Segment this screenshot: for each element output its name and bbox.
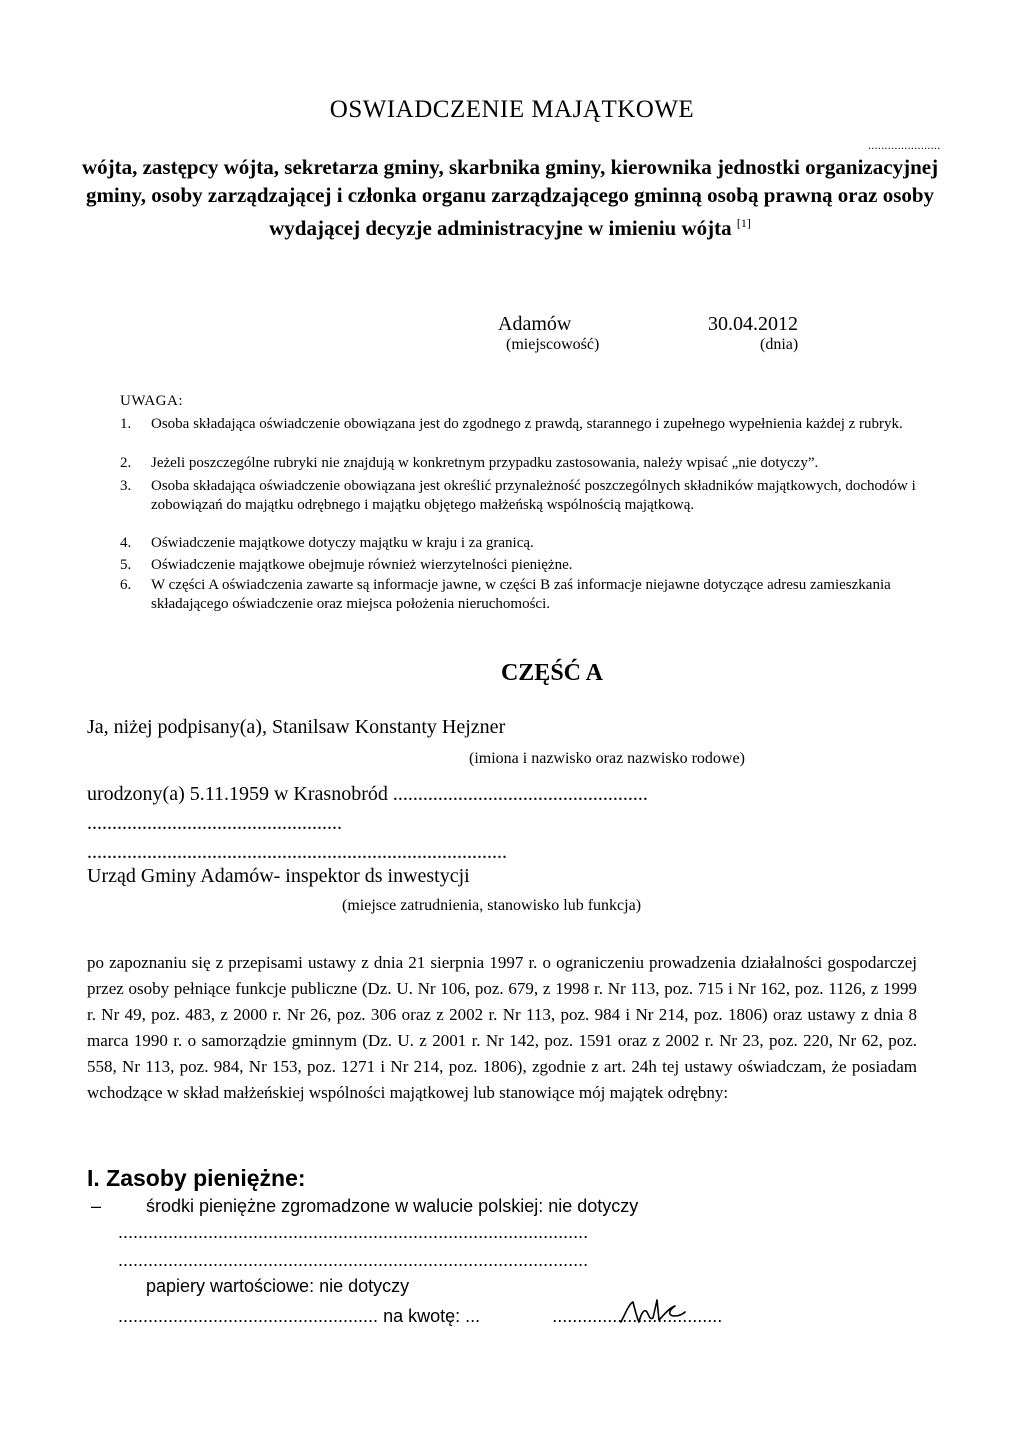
note-text: Oświadczenie majątkowe obejmuje również wierzytelności pieniężne. [151,557,573,573]
note-number: 6. [120,577,132,593]
employment-line: Urząd Gminy Adamów- inspektor ds inwestycji [87,865,470,887]
amount-label: na kwotę: [383,1306,461,1326]
date-value: 30.04.2012 [708,313,798,335]
place-value: Adamów [498,313,572,335]
born-line [87,783,648,806]
blank-dots-line: .............................................................................................. [118,1222,589,1242]
note-number: 2. [120,455,132,471]
subtitle-footnote-ref: [1] [736,216,751,230]
declarant-line: Ja, niżej podpisany(a), Stanilsaw Konstanty Hejzner [87,716,506,738]
note-number: 4. [120,535,132,551]
blank-dots-line: .................................................................................... [87,841,507,863]
cash-line: środki pieniężne zgromadzone w walucie polskiej: nie dotyczy [146,1196,639,1216]
amount-dots-post: .................................. [552,1306,723,1326]
corner-dots: ...................... [868,138,941,152]
date-caption: (dnia) [760,336,799,353]
note-text: Osoba składająca oświadczenie obowiązana jest do zgodnego z prawdą, starannego i zupełnego wypełnienia każdej z rubryk. [151,416,903,432]
note-number: 5. [120,557,132,573]
employment-caption: (miejsce zatrudnienia, stanowisko lub funkcja) [342,897,642,914]
blank-dots-line: .............................................................................................. [118,1250,589,1270]
note-text: Osoba składająca oświadczenie obowiązana jest określić przynależność poszczególnych składników majątkowych, dochodów i zobowiązań do majątku odrębnego i majątku objętego małżeńską wspólnością majątkową. [151,478,916,513]
note-number: 1. [120,416,132,432]
born-text: urodzony(a) 5.11.1959 w Krasnobród [87,783,388,805]
bullet-dash: – [91,1196,102,1216]
subtitle-text: wójta, zastępcy wójta, sekretarza gminy, skarbnika gminy, kierownika jednostki organizacyjnej gminy, osoby zarządzającej i członka organu zarządzającego gminną osobą prawną oraz osoby wydającej decyzje administracyjne w imieniu wójta [81,155,939,240]
note-text: Oświadczenie majątkowe dotyczy majątku w kraju i za granicą. [151,535,534,551]
note-number: 3. [120,478,132,494]
note-text: Jeżeli poszczególne rubryki nie znajdują w konkretnym przypadku zastosowania, należy wpisać „nie dotyczy”. [151,455,819,471]
document-title: OSWIADCZENIE MAJĄTKOWE [329,96,695,123]
blank-dots-line: ................................................... [87,812,342,834]
born-dots: ................................................... [392,783,648,805]
place-caption: (miejscowość) [506,336,600,353]
initials-signature [617,1296,687,1333]
declarant-caption: (imiona i nazwisko oraz nazwisko rodowe) [469,750,745,767]
amount-dots-pre: ... [465,1306,481,1326]
section-heading-cash: I. Zasoby pieniężne: [87,1165,306,1191]
note-text: W części A oświadczenia zawarte są informacje jawne, w części B zaś informacje niejawne dotyczące adresu zamieszkania składającego oświadczenie oraz miejsca położenia nieruchomości. [151,577,891,612]
notes-heading: UWAGA: [120,393,183,409]
securities-dots: .................................................... [118,1306,379,1326]
legal-paragraph: po zapoznaniu się z przepisami ustawy z dnia 21 sierpnia 1997 r. o ograniczeniu prowadzenia działalności gospodarczej przez osoby pełniące funkcje publiczne (Dz. U. Nr 106, poz. 679, z 1998 r. Nr 113, poz. 715 i Nr 162, poz. 1126, z 1999 r. Nr 49, poz. 483, z 2000 r. Nr 26, poz. 306 oraz z 2002 r. Nr 113, poz. 984 i Nr 214, poz. 1806) oraz ustawy z dnia 8 marca 1990 r. o samorządzie gminnym (Dz. U. z 2001 r. Nr 142, poz. 1591 oraz z 2002 r. Nr 23, poz. 220, Nr 62, poz. 558, Nr 113, poz. 984, Nr 153, poz. 1271 i Nr 214, poz. 1806), zgodnie z art. 24h tej ustawy oświadczam, że posiadam wchodzące w skład małżeńskiej wspólności majątkowej lub stanowiące mój majątek odrębny: [87,953,917,1102]
securities-line: papiery wartościowe: nie dotyczy [146,1276,410,1296]
document-subtitle [60,153,960,242]
part-a-heading: CZĘŚĆ A [500,660,604,686]
